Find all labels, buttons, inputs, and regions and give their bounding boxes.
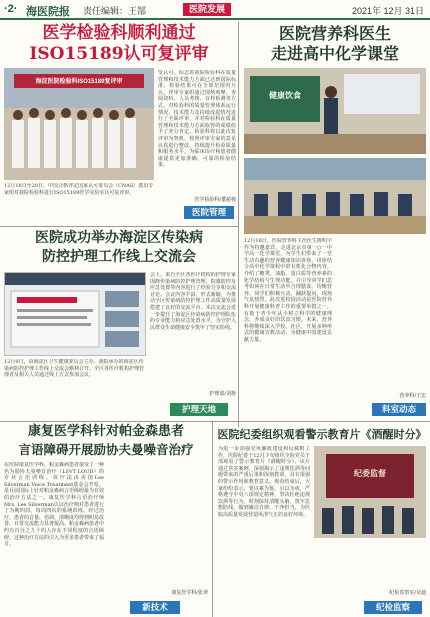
column-divider (238, 22, 239, 427)
blackboard-text: 健康饮食 (269, 91, 301, 100)
meeting-photo (314, 446, 426, 538)
photo-caption: 12月9日，由海淀区卫生健康委员会主办、我院承办的海淀区传染病防控护理工作线上交流会顺利召开。全区各医疗机构护理管理者及相关人员通过线上方式参加会议。 (4, 359, 145, 379)
paper-name: 海医院报 (26, 6, 70, 18)
article-title: 医院纪委组织观看警示教育片《酒醒时分》 (217, 428, 427, 441)
meeting-screenshot (4, 272, 146, 356)
row-divider (0, 226, 238, 227)
article-body-continued (108, 462, 208, 582)
section-label: 新技术 (130, 601, 180, 614)
classroom-photo-art (244, 68, 426, 154)
article-title-line: 防控护理工作线上交流会 (42, 249, 196, 265)
editor-credit: 责任编辑：王郜 (83, 6, 147, 16)
article-title-line: 医院营养科医生 (278, 24, 391, 43)
byline: 纪检监察室/吴迪 (389, 590, 426, 596)
byline: 康复医学科/张翠 (171, 590, 208, 596)
byline: 护理部/刘艳 (209, 391, 236, 397)
screen-text: 纪委监督 (354, 469, 386, 478)
article-title-line: 康复医学科针对帕金森患者 (27, 424, 184, 439)
article-body: 12月16日，医院营养科主治医生陈明宇作为特邀嘉宾，走进北京市第一○一中学高一化学课堂，为学生们带来了一堂生动有趣的营养健康知识讲座。讲座结合高中化学课程中的有机化合物内容，介绍了糖类、油脂、蛋白质等营养素的化学结构与生理功能，并引导同学们思考如何在日常生活中合理膳食、均衡营养。同学们积极互动、踊跃提问，现场气氛热烈。此次进校园活动是医院营养科开展健康科普工作的重要举措之一，有助于青少年从小树立科学的健康理念，养成良好的饮食习惯。未来，营养科将继续深入学校、社区，开展多种形式的健康宣教活动，为健康中国建设贡献力量。 (244, 238, 332, 343)
article-body: 受认可，标志着我院检验科在质量管理和技术能力方面已达到国际标准，检验结果可在全球范围内互认。评审专家组通过现场观摩、查阅资料、人员考核、盲样检测等方式，对检验科的质量管理体系运行情况、技术能力及持续改进情况进行了全面评审，并对检验科在质量管理和技术能力方面取得的成绩给予了充分肯定。检验科将以此次复评审为契机，按照评审专家的意见认真进行整改，持续提升检验质量和服务水平，为临床诊疗和患者健康提供更加准确、可靠的检验结果。 (158, 70, 236, 169)
byline: 医学检验科/董慈杨 (194, 197, 236, 203)
classroom-photo (244, 158, 426, 234)
column-divider (212, 422, 213, 617)
section-label: 医院管理 (184, 206, 234, 219)
group-photo (4, 68, 154, 180)
article-body: 会上，来自全区各医疗机构的护理专家围绕传染病防控护理管理、院感防控及应急处置等内容进行了经验分享和交流讨论。会议内容丰富、形式新颖，为推动全区传染病防控护理工作高质量发展搭建了良好的交流平台。本次交流会进一步提升了海淀区传染病防控护理队伍的专业能力和应急处置水平，为守护人民群众生命健康安全筑牢了坚实防线。 (150, 272, 236, 331)
meeting-photo-art (314, 446, 426, 538)
article-title-line: ISO15189认可复评审 (29, 44, 209, 64)
article-body-continued (338, 238, 426, 388)
issue-date: 2021年 12月 31日 (351, 6, 424, 16)
students-photo-art (244, 158, 426, 234)
section-tag: 医院发展 (183, 3, 231, 16)
byline: 营养科/王宏 (399, 393, 426, 399)
article-title-line: 医学检验科顺利通过 (42, 23, 196, 43)
article-body: 为进一步加强党风廉政建设和反腐败工作，医院纪委于12月下旬组织全院党员干部观看了警示教育片《酒醒时分》。该片通过真实案例，深刻揭示了违规饮酒等问题带来的严重后果和深刻教训，具有很强的警示作用和教育意义。观看结束后，大家纷纷表示，要以案为鉴、引以为戒，严格遵守中央八项规定精神，坚决杜绝违规饮酒等行为，时刻保持清醒头脑，筑牢思想防线，做到廉洁自律、干净担当，为医院高质量发展营造风清气正的良好环境。 (218, 446, 310, 518)
photo-banner-text: 海淀医院检验科ISO15189复评审 (35, 79, 123, 85)
article-body-continued (314, 542, 426, 586)
article-title-line: 言语障碍开展励协夫曼噪音治疗 (18, 442, 194, 457)
article-title-line: 医院成功举办海淀区传染病 (35, 230, 203, 246)
photo-caption: 12月18日至20日，中国合格评定国家认可委员会（CNAS）派出专家组对我院检验科进行ISO15189医学实验室认可复评审。 (4, 183, 154, 196)
row-divider (0, 421, 430, 422)
page-number: ·2· (4, 3, 18, 15)
section-label: 纪检监察 (364, 601, 422, 614)
article-body: 在医院康复医学科，帕金森病患者接受了一种名为励协夫曼噪音治疗（LSVT LOUD）的专业言语训练。该疗法由美国Lee Silverman Voice Treatment基金会开发，是目前国际上针对帕金森病言语障碍最为有效的治疗方法之一。康复医学科言语治疗师Mrs. Lee Silverman认证治疗师对患者进行了为期四周、每周四次的系统训练。经过治疗，患者的音量、语调、清晰度均得到明显改善，日常交流能力显著提高。帕金森病患者中约有百分之九十的人存在不同程度的言语障碍，这种治疗方法的引入为更多患者带来了福音。 (4, 462, 104, 548)
meeting-screenshot-art (5, 273, 145, 355)
section-label: 科室动态 (372, 403, 426, 416)
article-title-line: 走进高中化学课堂 (270, 44, 399, 63)
section-label: 护理天地 (170, 403, 228, 416)
classroom-photo (244, 68, 426, 154)
